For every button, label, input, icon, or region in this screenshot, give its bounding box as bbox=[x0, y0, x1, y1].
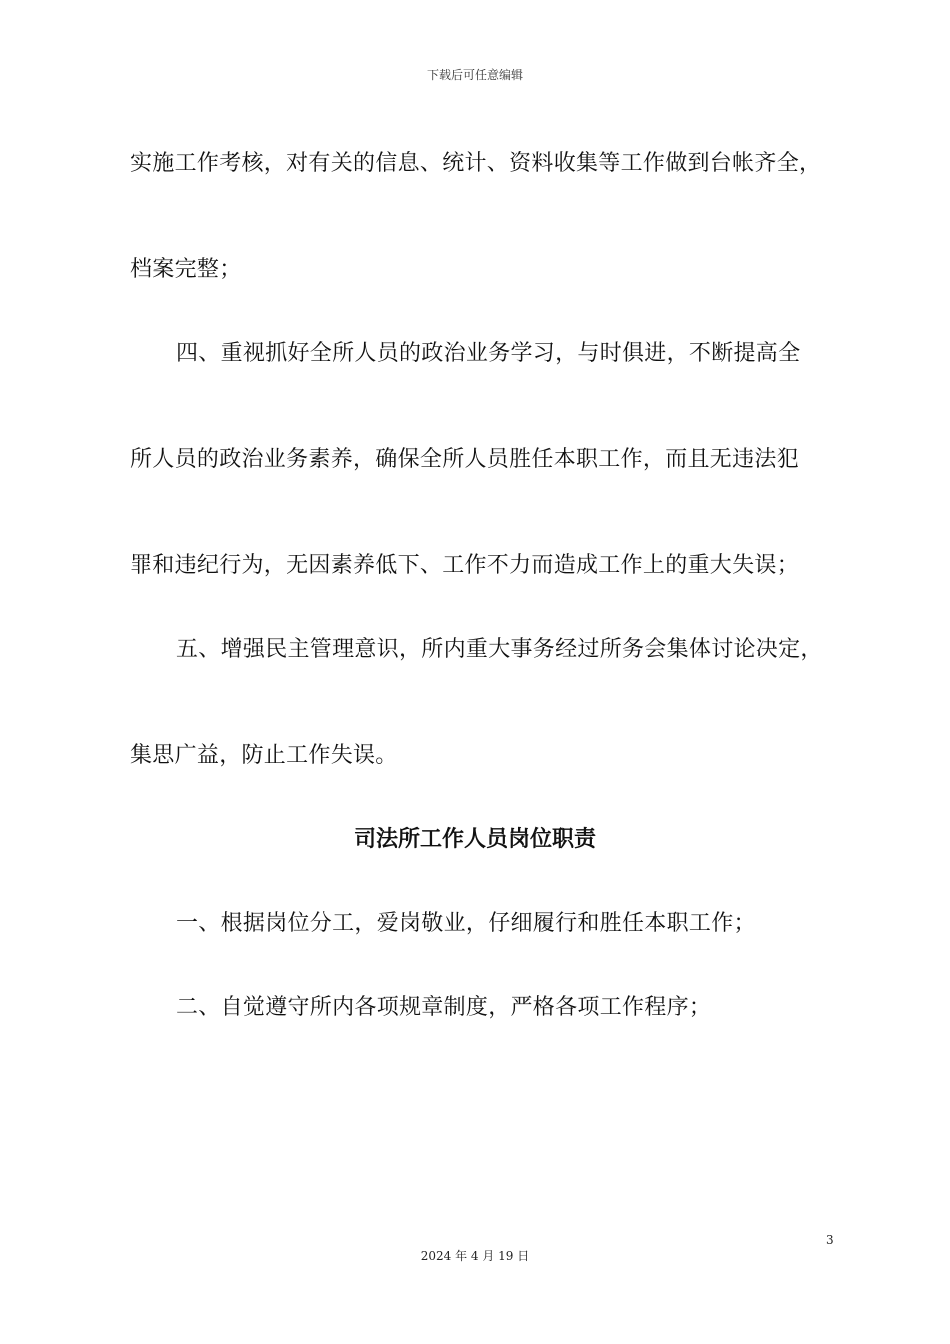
body-line-4: 所人员的政治业务素养，确保全所人员胜任本职工作，而且无违法犯 bbox=[130, 447, 800, 472]
section-item-2: 二、自觉遵守所内各项规章制度，严格各项工作程序； bbox=[176, 995, 712, 1020]
section-title: 司法所工作人员岗位职责 bbox=[353, 827, 596, 852]
body-line-2: 档案完整； bbox=[130, 257, 242, 282]
section-item-1: 一、根据岗位分工，爱岗敬业，仔细履行和胜任本职工作； bbox=[176, 911, 756, 936]
footer-date: 2024 年 4 月 19 日 bbox=[420, 1249, 530, 1263]
body-line-5: 罪和违纪行为，无因素养低下、工作不力而造成工作上的重大失误； bbox=[130, 553, 800, 578]
body-line-1: 实施工作考核，对有关的信息、统计、资料收集等工作做到台帐齐全， bbox=[130, 151, 822, 176]
page-header: 下载后可任意编辑 bbox=[426, 68, 523, 82]
body-line-3: 四、重视抓好全所人员的政治业务学习，与时俱进，不断提高全 bbox=[176, 341, 801, 366]
page-number: 3 bbox=[826, 1233, 834, 1247]
body-line-6: 五、增强民主管理意识，所内重大事务经过所务会集体讨论决定， bbox=[176, 637, 823, 662]
body-line-7: 集思广益，防止工作失误。 bbox=[130, 743, 398, 768]
